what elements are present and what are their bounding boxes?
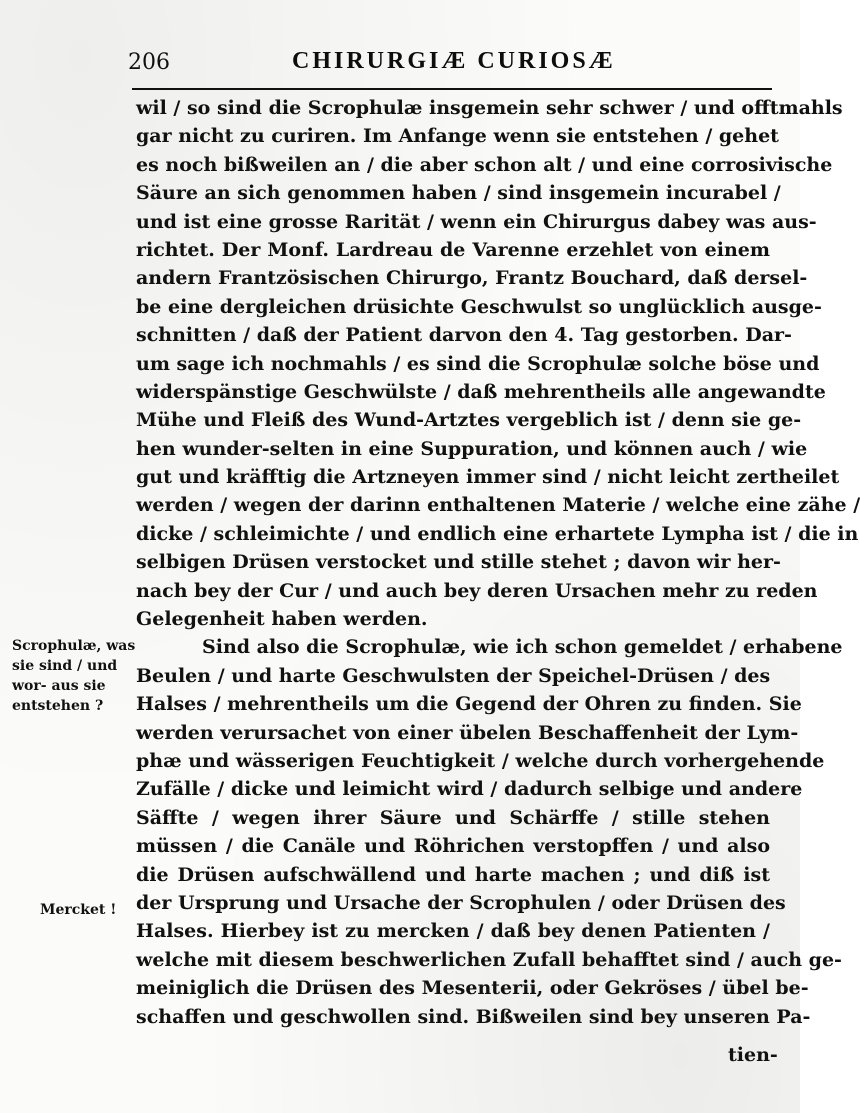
text-line: Beulen / und harte Geschwulsten der Speichel-Drüsen / des — [136, 664, 771, 687]
text-line: gar nicht zu curiren. Im Anfange wenn sie entstehen / gehet — [136, 125, 779, 148]
text-line: Säffte / wegen ihrer Säure und Schärffe / stille stehen — [136, 806, 770, 829]
text-line: und ist eine grosse Rarität / wenn ein Chirurgus dabey was aus- — [136, 210, 817, 233]
text-line: Gelegenheit haben werden. — [136, 608, 428, 631]
catchword: tien- — [728, 1044, 778, 1066]
text-line: Sind also die Scrophulæ, wie ich schon gemeldet / erhabene — [202, 636, 843, 659]
text-line: gut und kräfftig die Artzneyen immer sind / nicht leicht zertheilet — [136, 466, 840, 489]
text-line: be eine dergleichen drüsichte Geschwulst so unglücklich ausge- — [136, 295, 822, 318]
page-number: 206 — [128, 50, 170, 75]
text-line: Halses / mehrentheils um die Gegend der Ohren zu finden. Sie — [136, 693, 802, 716]
text-line: müssen / die Canäle und Röhrichen verstopffen / und also — [136, 835, 770, 858]
text-line: widerspänstige Geschwülste / daß mehrentheils alle angewandte — [136, 380, 826, 403]
text-line: Mühe und Fleiß des Wund-Artztes vergeblich ist / denn sie ge- — [136, 409, 802, 432]
margin-note-scrophulae: Scrophulæ, was sie sind / und wor- aus sie entstehen ? — [12, 638, 136, 714]
text-line: phæ und wässerigen Feuchtigkeit / welche durch vorhergehende — [136, 749, 825, 772]
text-line: schaffen und geschwollen sind. Bißweilen sind bey unseren Pa- — [136, 1005, 811, 1028]
text-line: werden verursachet von einer übelen Beschaffenheit der Lym- — [136, 721, 799, 744]
text-line: um sage ich nochmahls / es sind die Scrophulæ solche böse und — [136, 352, 820, 375]
text-line: der Ursprung und Ursache der Scrophulen / oder Drüsen des — [136, 891, 786, 914]
header-rule — [132, 88, 772, 90]
text-line: selbigen Drüsen verstocket und stille stehet ; davon wir her- — [136, 551, 781, 574]
text-line: wil / so sind die Scrophulæ insgemein sehr schwer / und offtmahls — [136, 97, 843, 119]
text-line: meiniglich die Drüsen des Mesenterii, oder Gekröses / übel be- — [136, 977, 809, 1000]
margin-note-mercket: Mercket ! — [40, 902, 117, 918]
text-line: dicke / schleimichte / und endlich eine erhartete Lympha ist / die in — [136, 522, 859, 545]
text-line: hen wunder-selten in eine Suppuration, und können auch / wie — [136, 437, 808, 460]
text-line: es noch bißweilen an / die aber schon alt / und eine corrosivische — [136, 153, 833, 176]
text-line: schnitten / daß der Patient darvon den 4. Tag gestorben. Dar- — [136, 324, 792, 347]
text-line: Halses. Hierbey ist zu mercken / daß bey denen Patienten / — [136, 920, 770, 943]
text-line: werden / wegen der darinn enthaltenen Materie / welche eine zähe / — [136, 494, 860, 517]
text-line: welche mit diesem beschwerlichen Zufall behafftet sind / auch ge- — [136, 948, 842, 971]
text-line: andern Frantzösischen Chirurgo, Frantz Bouchard, daß dersel- — [136, 267, 808, 290]
running-title: CHIRURGIÆ CURIOSÆ — [292, 48, 616, 74]
body-text — [136, 94, 860, 1031]
text-line: nach bey der Cur / und auch bey deren Ursachen mehr zu reden — [136, 579, 818, 602]
text-line: Säure an sich genommen haben / sind insgemein incurabel / — [136, 182, 781, 205]
text-line: die Drüsen aufschwällend und harte machen ; und diß ist — [136, 863, 770, 886]
text-line: richtet. Der Monf. Lardreau de Varenne erzehlet von einem — [136, 238, 770, 261]
text-line: Zufälle / dicke und leimicht wird / dadurch selbige und andere — [136, 778, 803, 801]
